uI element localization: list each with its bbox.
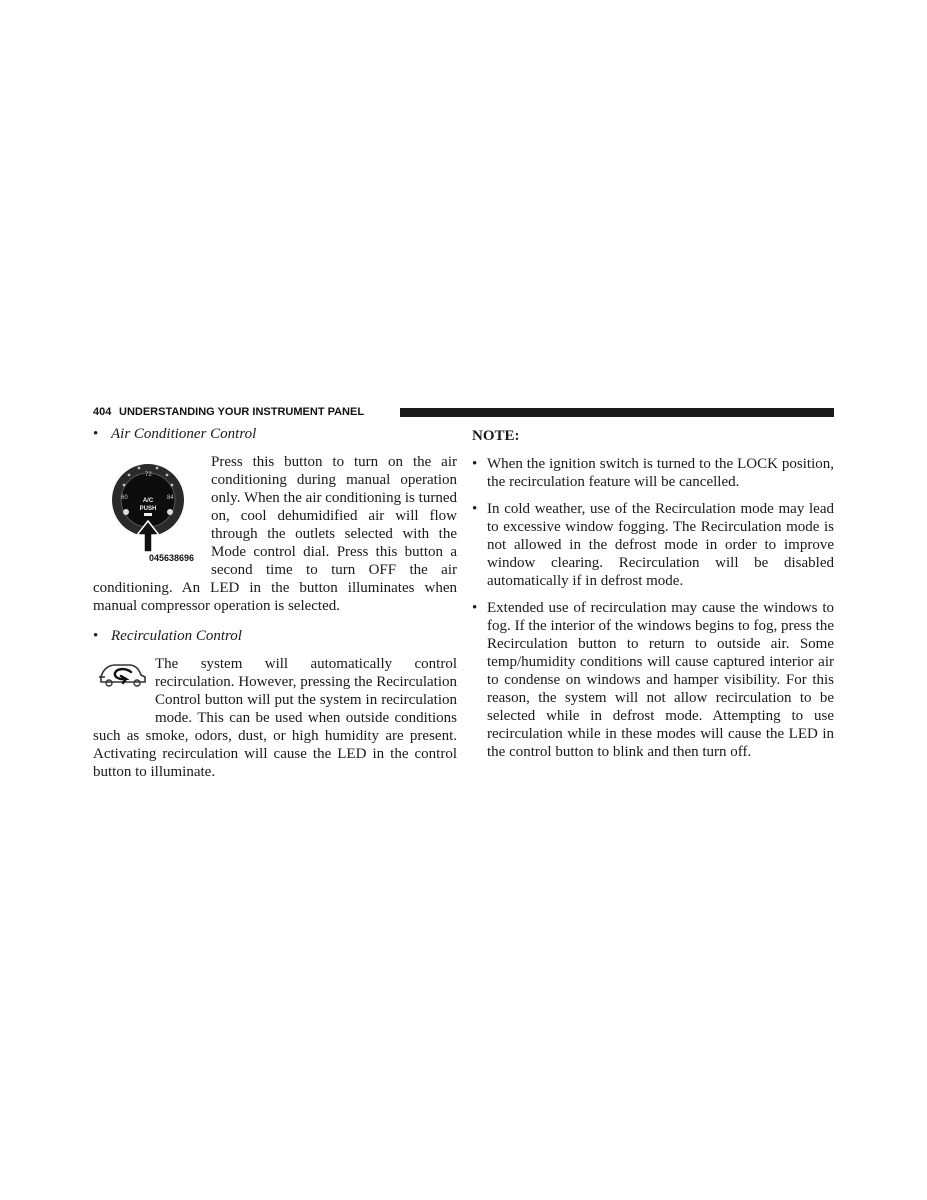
page-number: 404 [93, 406, 112, 418]
list-item [472, 500, 834, 590]
dial-label-right: 84 [167, 495, 174, 501]
header-rule [400, 408, 834, 417]
dial-label-left: 60 [121, 495, 128, 501]
left-column [93, 425, 457, 781]
note-title: NOTE: [472, 428, 520, 444]
ac-heading-text: Air Conditioner Control [111, 426, 257, 442]
button-label-top: A/C [142, 498, 154, 504]
figure-code: 045638696 [149, 553, 195, 563]
ac-heading [93, 425, 457, 443]
recirc-heading [93, 627, 457, 645]
recirculation-car-icon [93, 655, 155, 711]
section-title: UNDERSTANDING YOUR INSTRUMENT PANEL [119, 406, 365, 418]
page-header [93, 405, 834, 420]
note-text: In cold weather, use of the Recirculation mode may lead to excessive window fogging. The Recirculation mode is not allowed in the defrost mode in order to improve window clearing. Recirculation will be disabled automatically if in defrost mode. [487, 501, 834, 589]
bullet: • [472, 600, 478, 616]
list-item [472, 455, 834, 491]
ac-paragraph: Press this button to turn on the air conditioning during manual operation only. When the air conditioning is turned on, cool dehumidified air will flow through the outlets selected with the Mode control dial. Press this button a second time to turn OFF the air conditioning. An LED in the button illuminates when manual compressor operation is selected. [93, 454, 457, 614]
bullet: • [93, 426, 99, 442]
recirc-paragraph: The system will automatically control recirculation. However, pressing the Recirculation Control button will put the system in recirculation mode. This can be used when outside conditions such as smoke, odors, dust, or high humidity are present. Activating recirculation will cause the LED in the control button to illuminate. [93, 656, 457, 780]
bullet: • [472, 456, 478, 472]
recirculation-figure [93, 655, 155, 711]
bullet: • [93, 628, 99, 644]
bullet: • [472, 501, 478, 517]
ac-control-figure [93, 457, 207, 567]
recirc-heading-text: Recirculation Control [111, 628, 242, 644]
list-item [472, 599, 834, 761]
ac-push-button-icon [93, 457, 207, 567]
note-list [472, 455, 834, 761]
dial-label-top: 72 [145, 472, 152, 478]
button-label-bottom: PUSH [139, 506, 157, 512]
note-text: When the ignition switch is turned to the LOCK position, the recirculation feature will be cancelled. [487, 456, 834, 490]
note-text: Extended use of recirculation may cause the windows to fog. If the interior of the windows begins to fog, press the Recirculation button to return to outside air. Some temp/humidity conditions will cause captured interior air to condense on windows and hamper visibility. For this reason, the system will not allow recirculation to be selected while in defrost mode. Attempting to use recirculation while in these modes will cause the LED in the control button to blink and then turn off. [487, 600, 834, 760]
right-column [472, 425, 834, 770]
